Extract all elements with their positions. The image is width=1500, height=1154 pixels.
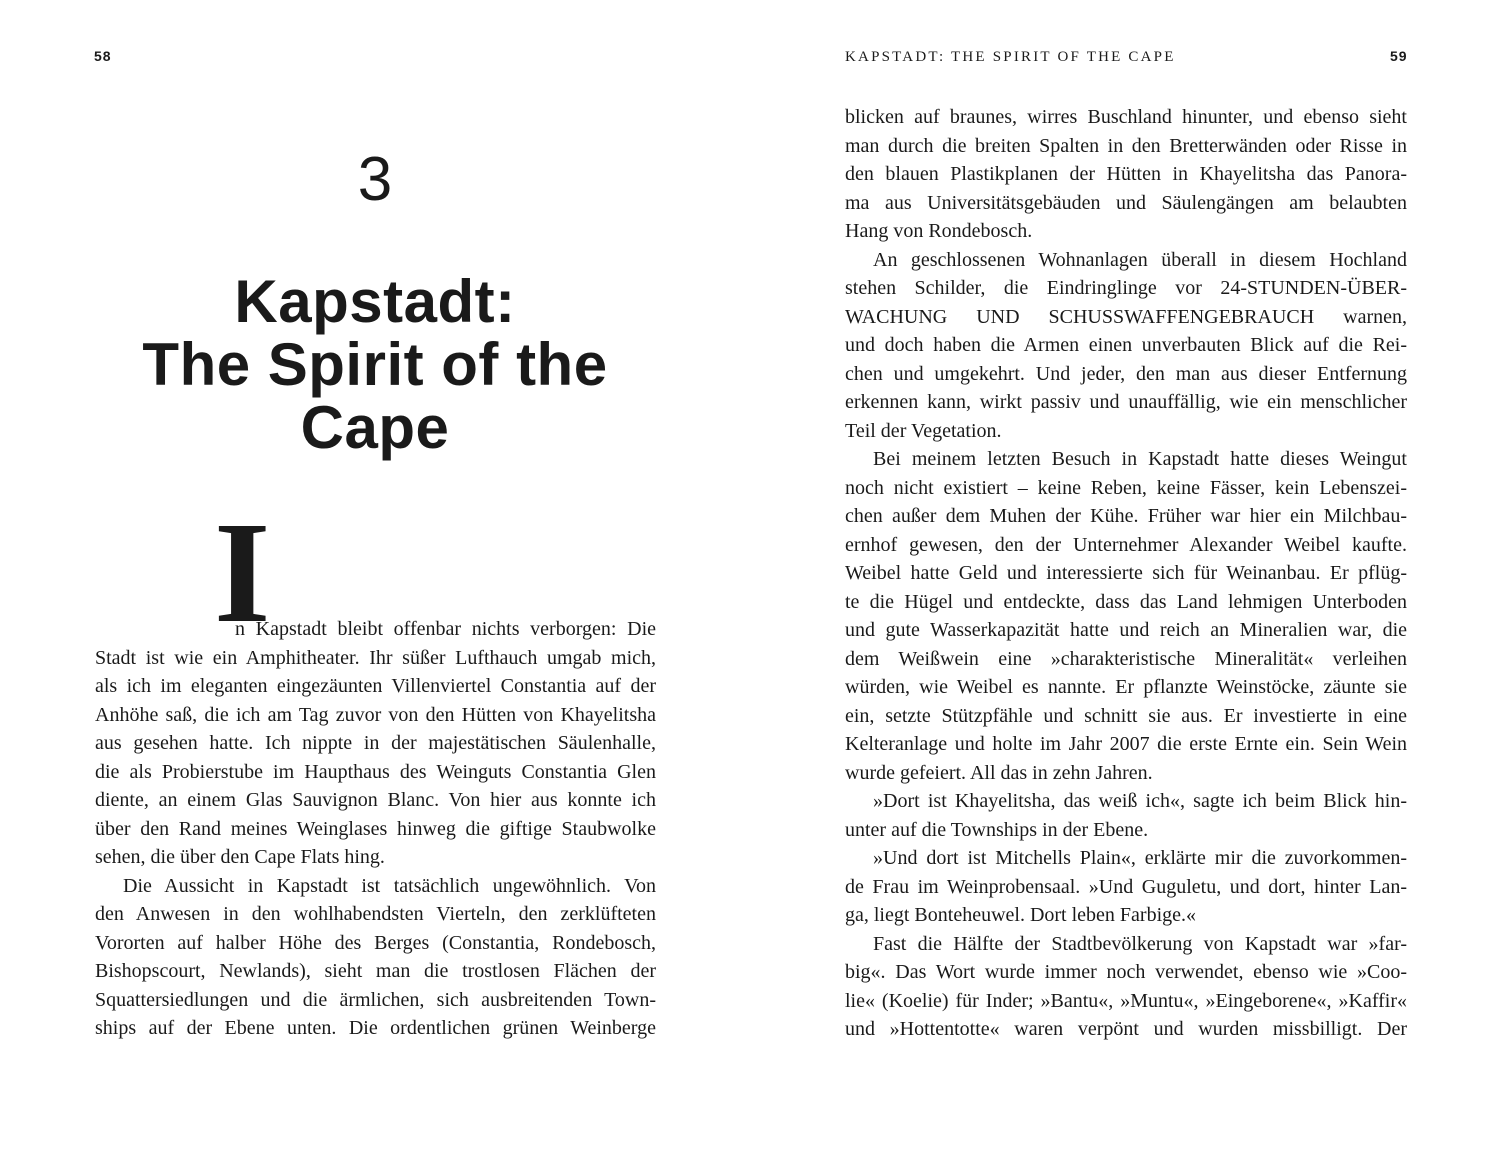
text-line: chen und umgekehrt. Und jeder, den man aus dieser Entfernung: [845, 362, 1407, 385]
chapter-number: 3: [357, 145, 393, 214]
text-line: chen außer dem Muhen der Kühe. Früher war hier ein Milchbau-: [845, 505, 1407, 527]
text-line: diente, an einem Glas Sauvignon Blanc. Von hier aus konnte ich: [95, 789, 656, 811]
text-line: big«. Das Wort wurde immer noch verwendet, ebenso wie »Coo-: [845, 961, 1407, 983]
text-line: n Kapstadt bleibt offenbar nichts verborgen: Die: [235, 618, 656, 640]
text-line: Bei meinem letzten Besuch in Kapstadt hatte dieses Weingut: [873, 448, 1407, 470]
text-line: ships auf der Ebene unten. Die ordentlichen grünen Weinberge: [95, 1017, 656, 1039]
text-line: »Dort ist Khayelitsha, das weiß ich«, sagte ich beim Blick hin-: [873, 790, 1407, 812]
text-line: Stadt ist wie ein Amphitheater. Ihr süßer Lufthauch umgab mich,: [95, 646, 656, 669]
text-line: Teil der Vegetation.: [845, 419, 1002, 442]
text-line: ein, setzte Stützpfähle und schnitt sie aus. Er investierte in eine: [845, 704, 1407, 727]
text-line: noch nicht existiert – keine Reben, keine Fässer, kein Lebenszei-: [845, 476, 1407, 499]
text-line: und »Hottentotte« waren verpönt und wurden missbilligt. Der: [845, 1018, 1407, 1040]
text-line: Squattersiedlungen und die ärmlichen, sich ausbreitenden Town-: [95, 988, 656, 1011]
chapter-title: [60, 270, 690, 459]
text-line: den blauen Plastikplanen der Hütten in Khayelitsha das Panora-: [845, 163, 1407, 185]
page-number-left: 58: [94, 48, 112, 64]
text-line: blicken auf braunes, wirres Buschland hinunter, und ebenso sieht: [845, 106, 1407, 128]
chapter-title-line: The Spirit of the: [142, 331, 608, 398]
body-text-left: [95, 615, 656, 1043]
drop-cap: I: [214, 493, 271, 653]
text-line: Bishopscourt, Newlands), sieht man die trostlosen Flächen der: [95, 960, 656, 982]
text-line: über den Rand meines Weinglases hinweg die giftige Staubwolke: [95, 817, 656, 840]
text-line: Vororten auf halber Höhe des Berges (Constantia, Rondebosch,: [95, 931, 656, 954]
text-line: würden, wie Weibel es nannte. Er pflanzte Weinstöcke, zäunte sie: [845, 676, 1407, 698]
text-line: Anhöhe saß, die ich am Tag zuvor von den Hütten von Khayelitsha: [95, 703, 656, 726]
page-number-right: 59: [1390, 48, 1408, 64]
text-line: aus gesehen hatte. Ich nippte in der majestätischen Säulenhalle,: [95, 732, 656, 754]
text-line: erkennen kann, wirkt passiv und unauffällig, wie ein menschlicher: [845, 391, 1407, 413]
running-head: KAPSTADT: THE SPIRIT OF THE CAPE: [845, 49, 1176, 65]
text-line: die als Probierstube im Haupthaus des Weinguts Constantia Glen: [95, 760, 656, 783]
text-line: und doch haben die Armen einen unverbauten Blick auf die Rei-: [845, 334, 1407, 356]
chapter-title-line: Kapstadt:: [234, 268, 516, 335]
text-line: Weibel hatte Geld und interessierte sich für Weinanbau. Er pflüg-: [845, 562, 1407, 584]
text-line: An geschlossenen Wohnanlagen überall in diesem Hochland: [873, 248, 1407, 271]
text-line: dem Weißwein eine »charakteristische Mineralität« verleihen: [845, 647, 1407, 670]
text-line: »Und dort ist Mitchells Plain«, erklärte mir die zuvorkommen-: [873, 847, 1407, 869]
text-line: Die Aussicht in Kapstadt ist tatsächlich ungewöhnlich. Von: [123, 874, 656, 897]
text-line: wurde gefeiert. All das in zehn Jahren.: [845, 761, 1153, 784]
text-line: stehen Schilder, die Eindringlinge vor 24-STUNDEN-ÜBER-: [845, 277, 1407, 299]
text-line: Fast die Hälfte der Stadtbevölkerung von Kapstadt war »far-: [873, 932, 1407, 955]
text-line: sehen, die über den Cape Flats hing.: [95, 846, 385, 868]
text-line: unter auf die Townships in der Ebene.: [845, 818, 1149, 841]
text-line: man durch die breiten Spalten in den Bretterwänden oder Risse in: [845, 134, 1407, 157]
text-line: ernhof gewesen, den der Unternehmer Alexander Weibel kaufte.: [845, 533, 1407, 556]
text-line: ma aus Universitätsgebäuden und Säulengängen am belaubten: [845, 191, 1407, 214]
text-line: Hang von Rondebosch.: [845, 220, 1033, 242]
text-line: ga, liegt Bonteheuwel. Dort leben Farbige.«: [845, 904, 1197, 926]
text-line: WACHUNG UND SCHUSSWAFFENGEBRAUCH warnen,: [845, 305, 1407, 328]
text-line: und gute Wasserkapazität hatte und reich an Mineralien war, die: [845, 619, 1407, 641]
text-line: Kelteranlage und holte im Jahr 2007 die erste Ernte ein. Sein Wein: [845, 733, 1407, 755]
text-line: te die Hügel und entdeckte, dass das Land lehmigen Unterboden: [845, 590, 1407, 613]
text-line: den Anwesen in den wohlhabendsten Vierteln, den zerklüfteten: [95, 903, 656, 925]
right-page: [750, 0, 1500, 1154]
body-text-right: [845, 103, 1407, 1044]
text-line: lie« (Koelie) für Inder; »Bantu«, »Muntu«, »Eingeborene«, »Kaffir«: [845, 989, 1407, 1012]
text-line: de Frau im Weinprobensaal. »Und Guguletu, und dort, hinter Lan-: [845, 875, 1407, 898]
chapter-title-line: Cape: [300, 394, 450, 461]
text-line: als ich im eleganten eingezäunten Villenviertel Constantia auf der: [95, 675, 656, 697]
